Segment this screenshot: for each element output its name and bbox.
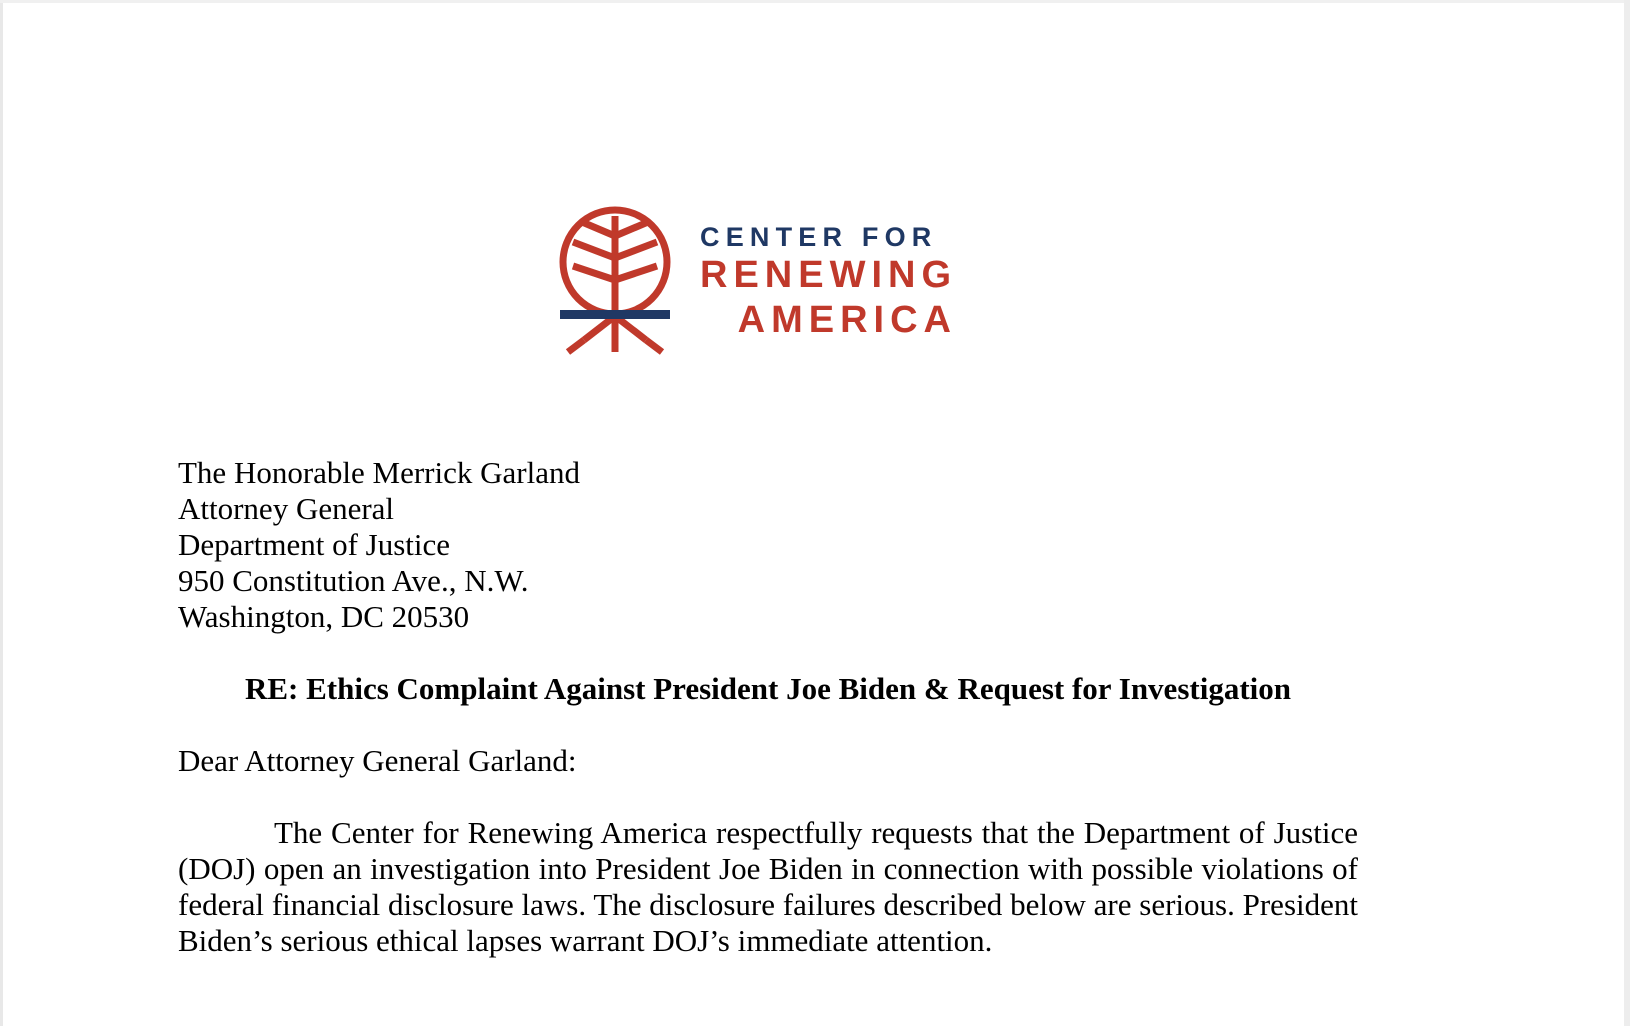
tree-in-circle-logo-icon [556,200,674,358]
logo-line-center-for: CENTER FOR [700,221,938,252]
logo-line-america: AMERICA [737,298,957,341]
logo-line-renewing: RENEWING [700,254,957,297]
body-paragraph: The Center for Renewing America respectfully requests that the Department of Justice (DOJ) open an investigation into President Joe Biden in connection with possible violations of federal financial disclosure laws. The disclosure failures described below are serious. President Biden’s serious ethical lapses warrant DOJ’s immediate attention. [178,815,1358,958]
address-line: Department of Justice [178,527,451,562]
salutation: Dear Attorney General Garland: [178,743,577,778]
logo-wordmark [700,217,957,342]
address-line: The Honorable Merrick Garland [178,455,580,490]
page-edge-top [0,0,1630,3]
address-line: Attorney General [178,491,395,526]
subject-line: RE: Ethics Complaint Against President Joe Biden & Request for Investigation [244,671,1291,706]
page-edge-right [1624,0,1630,1026]
letterhead [556,200,957,358]
address-line: 950 Constitution Ave., N.W. [178,563,529,598]
recipient-address-block [178,455,1358,635]
page-edge-left [0,0,3,1026]
address-line: Washington, DC 20530 [178,599,470,634]
letter-body [178,455,1358,959]
